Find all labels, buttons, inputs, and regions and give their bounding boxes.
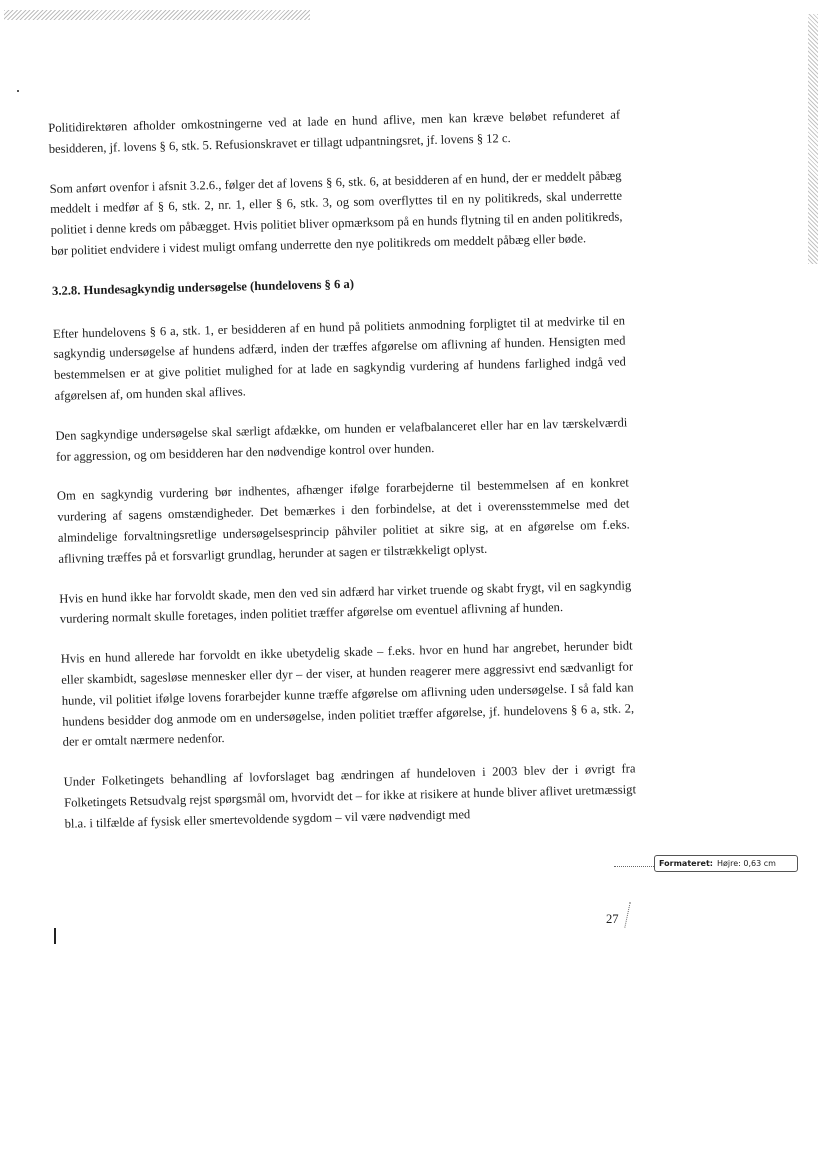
paragraph-refusion: Politidirektøren afholder omkostningerne ved at lade en hund aflive, men kan kræve beløbet refunderet af besidderen, jf. lovens § 6, stk. 5. Refusionskravet er tillagt udpantningsret, jf. lovens § 12 c. (48, 107, 621, 156)
paragraph-folketing: Under Folketingets behandling af lovforslaget bag ændringen af hundeloven i 2003 blev der i øvrigt fra Folketingets Retsudvalg rejst spørgsmål om, hvorvidt det – for ikke at risikere at hunde bliver aflivet uretmæssigt bl.a. i tilfælde af fysisk eller smertevoldende sygdom – vil være nødvendigt med (63, 761, 637, 831)
scan-artifact-top (4, 10, 310, 20)
section-heading: 3.2.8. Hundesagkyndig undersøgelse (hundelovens § 6 a) (51, 276, 355, 298)
page-number-leader (624, 902, 631, 928)
format-comment-balloon[interactable] (654, 855, 798, 872)
paragraph-threatening-dog: Hvis en hund ikke har forvoldt skade, men den ved sin adfærd har virket truende og skabt frygt, vil en sagkyndig vurdering normalt skulle foretages, inden politiet træffer afgørelse om eventuel aflivning af hunden. (59, 577, 632, 627)
comment-label: Formateret: (659, 859, 713, 868)
paragraph-examination-scope: Den sagkyndige undersøgelse skal særligt afdække, om hunden er velafbalanceret eller har en lav tærskelværdi for aggression, og om besidderen har den nødvendige kontrol over hunden. (55, 415, 628, 464)
comment-connector (614, 866, 654, 867)
paragraph-harm-caused: Hvis en hund allerede har forvoldt en ikke ubetydelig skade – f.eks. hvor en hund har angrebet, herunder bidt eller skambidt, sagesløse mennesker eller dyr – der viser, at hunden reagerer mere aggressivt end sædvanligt for hunde, vil politiet ifølge lovens forarbejder kunne træffe afgørelse om aflivning uden undersøgelse. I så fald kan hundens besidder dog anmode om en undersøgelse, inden politiet træffer afgørelse, jf. hundelovens § 6 a, stk. 2, der er omtalt nærmere nedenfor. (60, 638, 635, 750)
scan-artifact-right (808, 14, 818, 264)
document-body (48, 105, 637, 854)
paragraph-relocation: Som anført ovenfor i afsnit 3.2.6., følger det af lovens § 6, stk. 6, at besidderen af en hund, der er meddelt påbæg meddelt i medfør af § 6, stk. 2, nr. 1, eller § 6, stk. 3, og som overflyttes til en ny politikreds, skal underrette politiet i denne kreds om påbægget. Hvis politiet bliver opmærksom på en hunds flytning til en anden politikreds, bør politiet endvidere i videst muligt omfang underrette den nye politikreds om meddelt påbæg eller bøde. (49, 168, 623, 258)
comment-text: Højre: 0,63 cm (716, 859, 776, 868)
paragraph-assessment: Om en sagkyndig vurdering bør indhentes, afhænger ifølge forarbejderne til bestemmelsen af en konkret vurdering af sagens omstændigheder. Det bemærkes i den forbindelse, at det i overensstemmelse med det almindelige forvaltningsretlige undersøgelsesprincip påhviler politiet at sikre sig, at en afgørelse om f.eks. aflivning træffes på et forsvarligt grundlag, herunder at sagen er tilstrækkeligt oplyst. (56, 475, 630, 566)
paragraph-obligation: Efter hundelovens § 6 a, stk. 1, er besidderen af en hund på politiets anmodning forpligtet til at medvirke til en sagkyndig undersøgelse af hundens adfærd, inden der træffes afgørelse om aflivning af hunden. Hensigten med bestemmelsen er at give politiet mulighed for at lade en sagkyndig vurdering af hundens farlighed indgå ved afgørelsen af, om hunden skal aflives. (52, 313, 627, 403)
change-bar (54, 928, 56, 944)
page-number: 27 (606, 912, 619, 926)
scan-speck (17, 90, 19, 92)
